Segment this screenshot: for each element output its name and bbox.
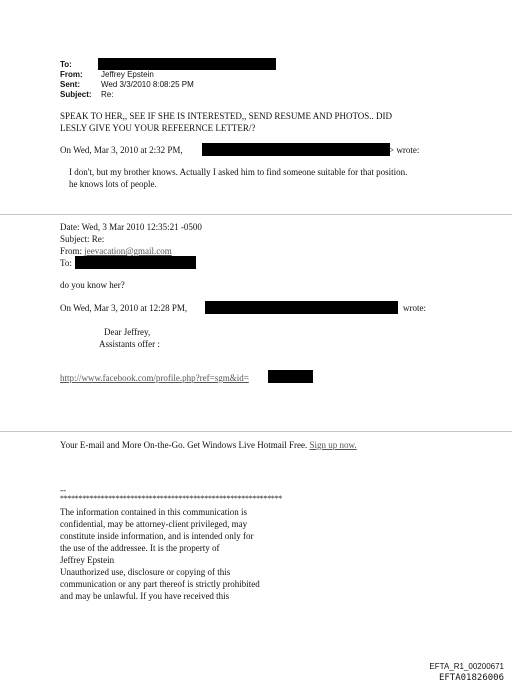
forward-subject: Subject: Re: [60, 234, 105, 244]
redacted-recipient [98, 58, 276, 70]
disclaimer-line-1: The information contained in this communication is [60, 507, 247, 517]
quote-line-2: he knows lots of people. [69, 179, 157, 189]
disclaimer-line-6: Unauthorized use, disclosure or copying of this [60, 567, 231, 577]
subject-label: Subject: [60, 90, 92, 99]
reply-line-1: SPEAK TO HER,, SEE IF SHE IS INTERESTED,, SEND RESUME AND PHOTOS.. DID [60, 111, 393, 121]
signup-link[interactable]: Sign up now. [309, 440, 357, 450]
divider-2 [0, 431, 512, 432]
from-value: Jeffrey Epstein [101, 70, 154, 79]
reply-line-2: LESLY GIVE YOU YOUR REFEERNCE LETTER/? [60, 123, 256, 133]
forward-greeting: Dear Jeffrey, [104, 327, 151, 337]
disclaimer-line-2: confidential, may be attorney-client privileged, may [60, 519, 248, 529]
forward-quote-suffix: wrote: [403, 303, 426, 313]
sent-value: Wed 3/3/2010 8:08:25 PM [101, 80, 194, 89]
to-label: To: [60, 60, 72, 69]
forward-quote-intro: On Wed, Mar 3, 2010 at 12:28 PM, [60, 303, 188, 313]
sent-label: Sent: [60, 80, 80, 89]
redacted-sender-2 [205, 301, 398, 314]
divider-1 [0, 214, 512, 215]
redacted-sender-1 [202, 143, 390, 156]
hotmail-text: Your E-mail and More On-the-Go. Get Windows Live Hotmail Free. [60, 440, 308, 450]
subject-value: Re: [101, 90, 114, 99]
disclaimer-line-4: the use of the addressee. It is the property of [60, 543, 220, 553]
quote-intro: On Wed, Mar 3, 2010 at 2:32 PM, [60, 145, 183, 155]
redacted-profile-id [268, 370, 313, 383]
forward-date: Date: Wed, 3 Mar 2010 12:35:21 -0500 [60, 222, 202, 232]
forward-from-prefix: From: [60, 246, 85, 256]
quote-suffix: > wrote: [389, 145, 420, 155]
signature-dashes: -- [60, 485, 66, 495]
disclaimer-line-3: constitute inside information, and is intended only for [60, 531, 254, 541]
forward-offer: Assistants offer : [99, 339, 160, 349]
forward-from-email[interactable]: jeevacation@gmail.com [84, 246, 172, 256]
forward-question: do you know her? [60, 280, 125, 290]
forward-to: To: [60, 258, 72, 268]
disclaimer-line-7: communication or any part thereof is strictly prohibited [60, 579, 260, 589]
from-label: From: [60, 70, 83, 79]
bates-stamp-2: EFTA01826006 [438, 673, 504, 683]
quote-line-1: I don't, but my brother knows. Actually I asked him to find someone suitable for that position. [69, 167, 408, 177]
disclaimer-line-5: Jeffrey Epstein [60, 555, 115, 565]
redacted-forward-recipient [75, 256, 196, 269]
hotmail-footer [60, 439, 357, 451]
disclaimer-line-8: and may be unlawful. If you have received this [60, 591, 230, 601]
bates-stamp-1: EFTA_R1_00200671 [429, 662, 504, 671]
facebook-profile-link[interactable]: http://www.facebook.com/profile.php?ref=sgm&id= [60, 373, 249, 383]
signature-stars: ************************************************************ [60, 494, 283, 503]
